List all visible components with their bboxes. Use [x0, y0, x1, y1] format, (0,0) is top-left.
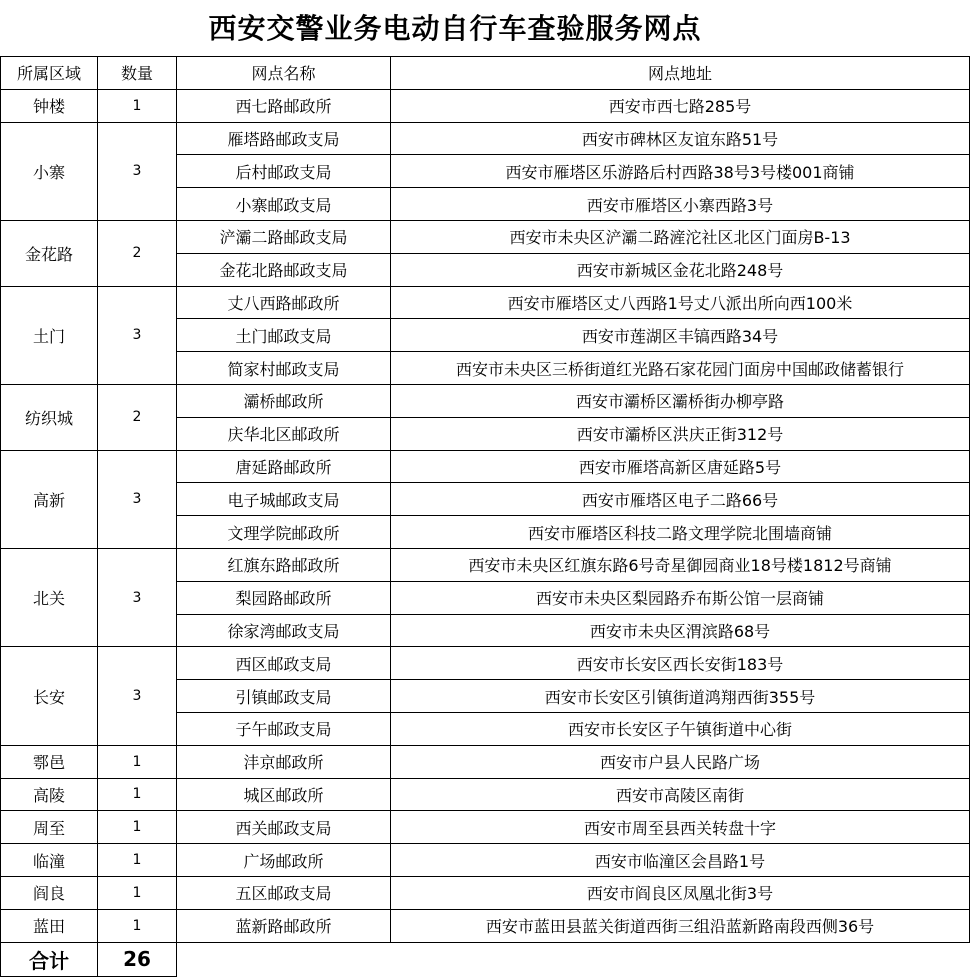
area-cell: 金花路	[1, 220, 98, 286]
point-address-cell: 西安市户县人民路广场	[391, 745, 970, 778]
table-row	[1, 876, 970, 909]
point-address-cell: 西安市雁塔区乐游路后村西路38号3号楼001商铺	[391, 155, 970, 188]
service-points-table	[0, 56, 970, 977]
point-address-cell: 西安市蓝田县蓝关街道西街三组沿蓝新路南段西侧36号	[391, 909, 970, 942]
area-cell: 周至	[1, 811, 98, 844]
page-title: 西安交警业务电动自行车查验服务网点	[208, 12, 702, 45]
point-address-cell: 西安市未央区渭滨路68号	[391, 614, 970, 647]
table-row	[1, 778, 970, 811]
point-name-cell: 小寨邮政支局	[177, 188, 391, 221]
point-address-cell: 西安市灞桥区灞桥街办柳亭路	[391, 384, 970, 417]
area-cell: 北关	[1, 548, 98, 646]
header-count: 数量	[98, 57, 177, 90]
table-row	[1, 122, 970, 155]
table-row	[1, 89, 970, 122]
point-address-cell: 西安市未央区红旗东路6号奇星御园商业18号楼1812号商铺	[391, 548, 970, 581]
point-address-cell: 西安市雁塔区科技二路文理学院北围墙商铺	[391, 516, 970, 549]
point-address-cell: 西安市莲湖区丰镐西路34号	[391, 319, 970, 352]
table-row	[1, 844, 970, 877]
count-cell: 3	[98, 122, 177, 220]
point-address-cell: 西安市未央区三桥街道红光路石家花园门面房中国邮政储蓄银行	[391, 352, 970, 385]
area-cell: 鄠邑	[1, 745, 98, 778]
point-name-cell: 丈八西路邮政所	[177, 286, 391, 319]
count-cell: 3	[98, 647, 177, 745]
count-cell: 3	[98, 548, 177, 646]
point-name-cell: 金花北路邮政支局	[177, 253, 391, 286]
point-address-cell: 西安市长安区西长安街183号	[391, 647, 970, 680]
point-address-cell: 西安市周至县西关转盘十字	[391, 811, 970, 844]
point-name-cell: 土门邮政支局	[177, 319, 391, 352]
point-address-cell: 西安市西七路285号	[391, 89, 970, 122]
point-address-cell: 西安市新城区金花北路248号	[391, 253, 970, 286]
total-row	[1, 942, 970, 976]
table-row	[1, 811, 970, 844]
point-address-cell: 西安市未央区梨园路乔布斯公馆一层商铺	[391, 581, 970, 614]
point-name-cell: 梨园路邮政所	[177, 581, 391, 614]
point-address-cell: 西安市长安区子午镇街道中心街	[391, 712, 970, 745]
header-address: 网点地址	[391, 57, 970, 90]
point-name-cell: 雁塔路邮政支局	[177, 122, 391, 155]
count-cell: 1	[98, 89, 177, 122]
table-row	[1, 220, 970, 253]
point-name-cell: 文理学院邮政所	[177, 516, 391, 549]
point-name-cell: 庆华北区邮政所	[177, 417, 391, 450]
point-name-cell: 城区邮政所	[177, 778, 391, 811]
count-cell: 1	[98, 778, 177, 811]
header-name: 网点名称	[177, 57, 391, 90]
header-area: 所属区域	[1, 57, 98, 90]
total-blank	[177, 942, 970, 976]
point-name-cell: 唐延路邮政所	[177, 450, 391, 483]
point-address-cell: 西安市临潼区会昌路1号	[391, 844, 970, 877]
table-row	[1, 450, 970, 483]
point-name-cell: 引镇邮政支局	[177, 680, 391, 713]
table-row	[1, 647, 970, 680]
point-address-cell: 西安市雁塔区电子二路66号	[391, 483, 970, 516]
point-name-cell: 子午邮政支局	[177, 712, 391, 745]
area-cell: 蓝田	[1, 909, 98, 942]
point-address-cell: 西安市未央区浐灞二路滻沱社区北区门面房B-13	[391, 220, 970, 253]
area-cell: 钟楼	[1, 89, 98, 122]
count-cell: 1	[98, 876, 177, 909]
count-cell: 2	[98, 220, 177, 286]
point-name-cell: 电子城邮政支局	[177, 483, 391, 516]
point-address-cell: 西安市长安区引镇街道鸿翔西街355号	[391, 680, 970, 713]
table-body	[1, 89, 970, 942]
area-cell: 土门	[1, 286, 98, 384]
count-cell: 1	[98, 909, 177, 942]
point-name-cell: 徐家湾邮政支局	[177, 614, 391, 647]
table-header-row	[1, 57, 970, 90]
count-cell: 2	[98, 384, 177, 450]
table-row	[1, 909, 970, 942]
point-name-cell: 浐灞二路邮政支局	[177, 220, 391, 253]
area-cell: 高陵	[1, 778, 98, 811]
count-cell: 3	[98, 450, 177, 548]
count-cell: 3	[98, 286, 177, 384]
count-cell: 1	[98, 811, 177, 844]
point-name-cell: 红旗东路邮政所	[177, 548, 391, 581]
point-name-cell: 沣京邮政所	[177, 745, 391, 778]
point-address-cell: 西安市碑林区友谊东路51号	[391, 122, 970, 155]
area-cell: 长安	[1, 647, 98, 745]
point-address-cell: 西安市雁塔区小寨西路3号	[391, 188, 970, 221]
table-row	[1, 286, 970, 319]
point-name-cell: 西区邮政支局	[177, 647, 391, 680]
point-name-cell: 后村邮政支局	[177, 155, 391, 188]
point-address-cell: 西安市高陵区南街	[391, 778, 970, 811]
point-name-cell: 灞桥邮政所	[177, 384, 391, 417]
total-label: 合计	[1, 942, 98, 976]
area-cell: 纺织城	[1, 384, 98, 450]
table-row	[1, 384, 970, 417]
point-name-cell: 五区邮政支局	[177, 876, 391, 909]
area-cell: 临潼	[1, 844, 98, 877]
point-name-cell: 蓝新路邮政所	[177, 909, 391, 942]
count-cell: 1	[98, 745, 177, 778]
point-address-cell: 西安市雁塔区丈八西路1号丈八派出所向西100米	[391, 286, 970, 319]
point-name-cell: 西关邮政支局	[177, 811, 391, 844]
area-cell: 小寨	[1, 122, 98, 220]
table-row	[1, 745, 970, 778]
table-row	[1, 548, 970, 581]
count-cell: 1	[98, 844, 177, 877]
point-address-cell: 西安市灞桥区洪庆正街312号	[391, 417, 970, 450]
total-value: 26	[98, 942, 177, 976]
point-address-cell: 西安市阎良区凤凰北街3号	[391, 876, 970, 909]
point-name-cell: 西七路邮政所	[177, 89, 391, 122]
point-address-cell: 西安市雁塔高新区唐延路5号	[391, 450, 970, 483]
point-name-cell: 简家村邮政支局	[177, 352, 391, 385]
area-cell: 阎良	[1, 876, 98, 909]
area-cell: 高新	[1, 450, 98, 548]
point-name-cell: 广场邮政所	[177, 844, 391, 877]
